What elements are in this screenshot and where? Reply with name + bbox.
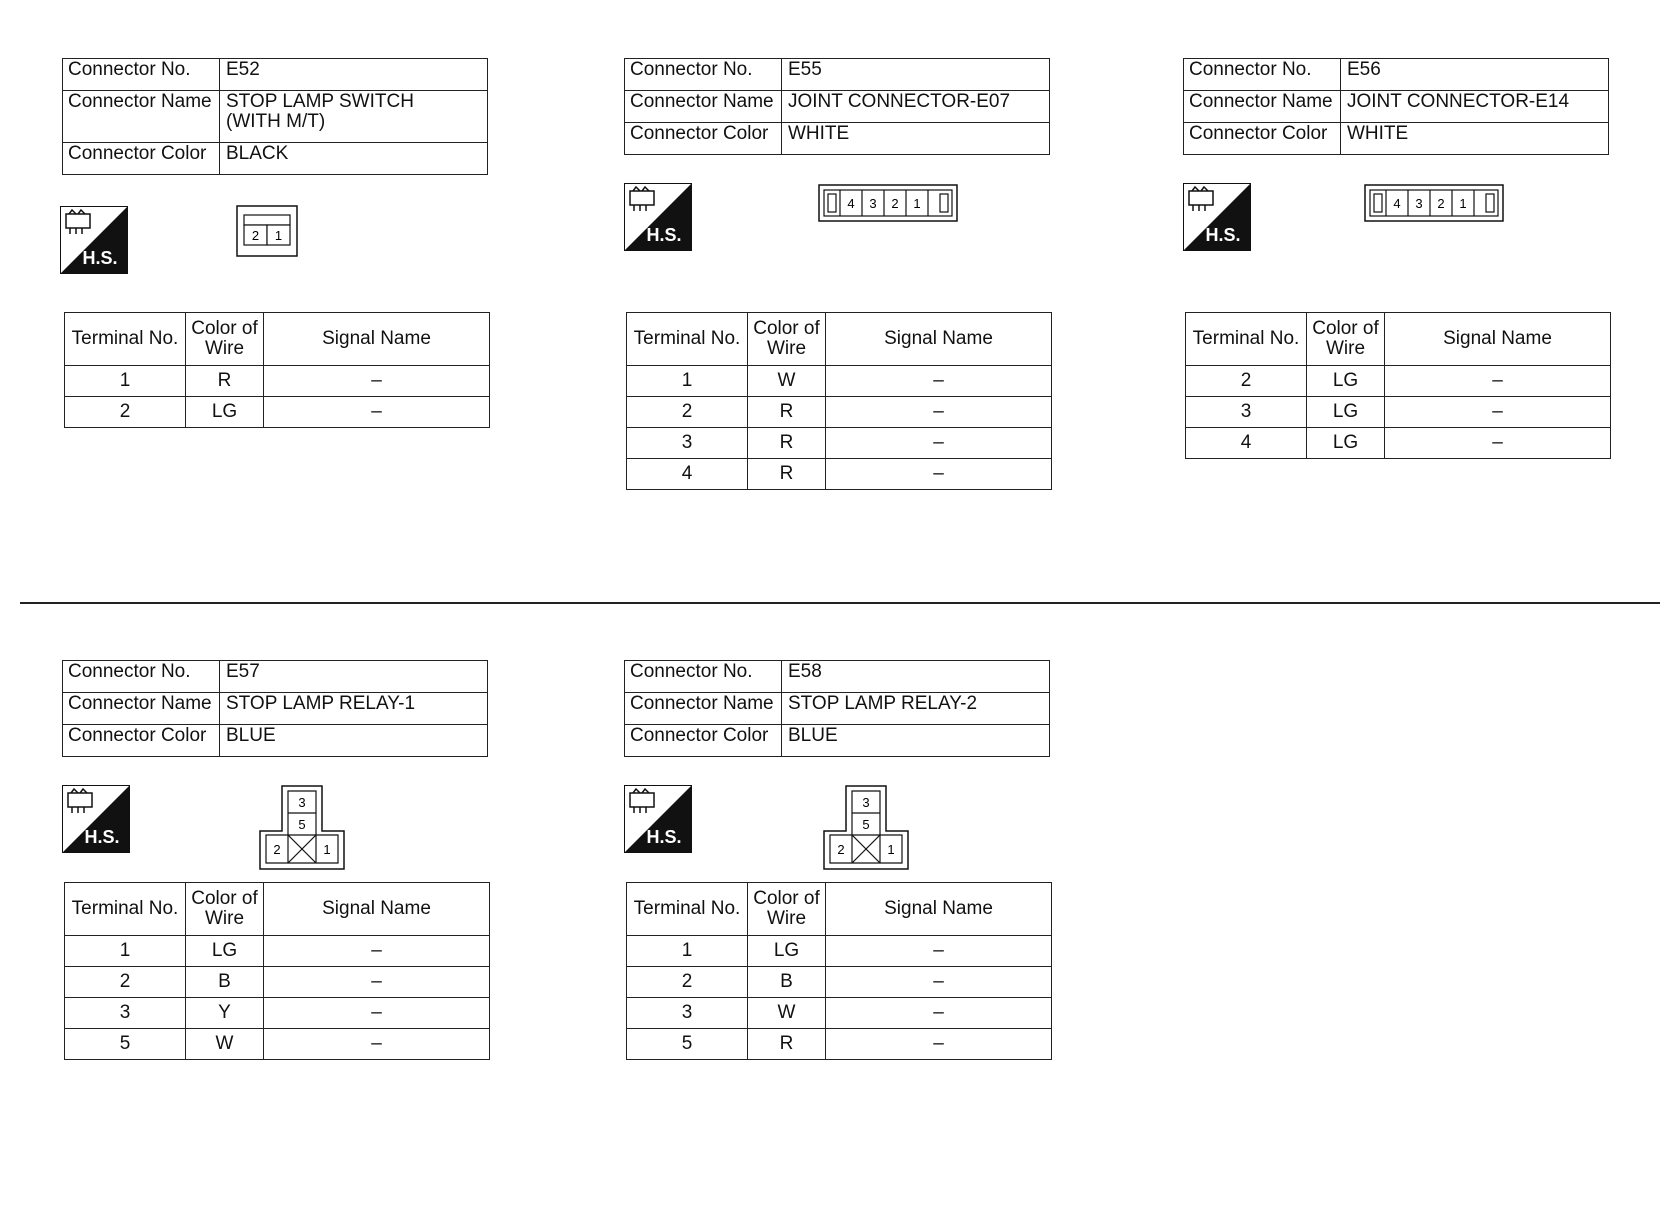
signal-name-cell: – — [264, 366, 490, 397]
header-terminal-no: Terminal No. — [627, 313, 748, 366]
hs-badge-label: H.S. — [82, 248, 118, 268]
terminal-no-cell: 2 — [65, 967, 186, 998]
header-color-of-wire: Color of Wire — [186, 883, 264, 936]
connector-no-value: E58 — [782, 661, 1050, 693]
pin-label: 1 — [274, 228, 283, 243]
table-row — [65, 998, 490, 1029]
terminal-no-cell: 5 — [627, 1029, 748, 1060]
connector-name-value: STOP LAMP RELAY-1 — [220, 693, 488, 725]
section-divider — [20, 602, 1660, 604]
header-signal-name: Signal Name — [826, 883, 1052, 936]
table-row — [65, 1029, 490, 1060]
label-connector-no: Connector No. — [1184, 59, 1341, 91]
hs-badge-label: H.S. — [646, 827, 682, 847]
label-connector-color: Connector Color — [63, 143, 220, 175]
header-signal-name: Signal Name — [264, 313, 490, 366]
terminal-no-cell: 3 — [627, 428, 748, 459]
connector-face-e57 — [258, 785, 346, 871]
pin-label: 2 — [251, 228, 260, 243]
hs-badge-label: H.S. — [646, 225, 682, 245]
label-connector-color: Connector Color — [625, 123, 782, 155]
connector-info-table — [1183, 58, 1609, 155]
terminal-no-cell: 1 — [627, 366, 748, 397]
label-connector-name: Connector Name — [625, 693, 782, 725]
connector-block-e56 — [1183, 58, 1613, 478]
label-connector-color: Connector Color — [63, 725, 220, 757]
signal-name-cell: – — [1385, 428, 1611, 459]
wire-color-cell: LG — [1307, 366, 1385, 397]
table-row — [627, 1029, 1052, 1060]
connector-no-value: E52 — [220, 59, 488, 91]
harness-side-icon — [60, 206, 128, 274]
connector-name-line2: (WITH M/T) — [226, 111, 326, 132]
label-connector-name: Connector Name — [625, 91, 782, 123]
terminal-no-cell: 2 — [1186, 366, 1307, 397]
connector-name-value: JOINT CONNECTOR-E07 — [782, 91, 1050, 123]
connector-block-e57 — [62, 660, 492, 1070]
header-terminal-no: Terminal No. — [627, 883, 748, 936]
pin-label: 5 — [298, 817, 306, 832]
terminal-no-cell: 1 — [65, 366, 186, 397]
pin-label: 4 — [1393, 196, 1401, 211]
harness-side-icon — [624, 183, 692, 251]
signal-name-cell: – — [1385, 366, 1611, 397]
table-row — [627, 967, 1052, 998]
terminal-table — [626, 312, 1052, 490]
signal-name-cell: – — [826, 397, 1052, 428]
hs-badge-label: H.S. — [1205, 225, 1241, 245]
terminal-table — [64, 312, 490, 428]
pin-label: 1 — [913, 196, 921, 211]
terminal-no-cell: 1 — [65, 936, 186, 967]
table-row — [65, 397, 490, 428]
wire-color-cell: LG — [1307, 397, 1385, 428]
terminal-no-cell: 4 — [627, 459, 748, 490]
pin-label: 4 — [847, 196, 855, 211]
wire-color-cell: R — [748, 428, 826, 459]
harness-side-icon — [1183, 183, 1251, 251]
terminal-no-cell: 5 — [65, 1029, 186, 1060]
connector-no-value: E55 — [782, 59, 1050, 91]
terminal-no-cell: 4 — [1186, 428, 1307, 459]
wire-color-cell: Y — [186, 998, 264, 1029]
connector-color-value: BLACK — [220, 143, 488, 175]
connector-no-value: E57 — [220, 661, 488, 693]
pin-label: 3 — [298, 795, 306, 810]
wire-color-cell: W — [748, 998, 826, 1029]
connector-name-value: STOP LAMP RELAY-2 — [782, 693, 1050, 725]
wire-color-cell: LG — [1307, 428, 1385, 459]
pin-label: 2 — [891, 196, 899, 211]
signal-name-cell: – — [826, 459, 1052, 490]
connector-color-value: BLUE — [220, 725, 488, 757]
pin-label: 3 — [869, 196, 877, 211]
pin-label: 1 — [887, 842, 895, 857]
wire-color-cell: LG — [186, 397, 264, 428]
connector-face-e58 — [822, 785, 910, 871]
pin-label: 3 — [1415, 196, 1423, 211]
connector-info-table — [624, 660, 1050, 757]
wire-color-cell: R — [748, 1029, 826, 1060]
terminal-no-cell: 2 — [627, 397, 748, 428]
connector-info-table — [62, 660, 488, 757]
signal-name-cell: – — [826, 428, 1052, 459]
label-connector-no: Connector No. — [625, 661, 782, 693]
table-row — [1186, 366, 1611, 397]
terminal-no-cell: 3 — [627, 998, 748, 1029]
harness-side-icon — [62, 785, 130, 853]
table-row — [65, 936, 490, 967]
table-row — [65, 967, 490, 998]
label-connector-color: Connector Color — [625, 725, 782, 757]
terminal-no-cell: 3 — [65, 998, 186, 1029]
header-terminal-no: Terminal No. — [65, 313, 186, 366]
header-color-of-wire: Color of Wire — [186, 313, 264, 366]
connector-color-value: WHITE — [782, 123, 1050, 155]
label-connector-color: Connector Color — [1184, 123, 1341, 155]
terminal-table — [64, 882, 490, 1060]
hs-badge-label: H.S. — [84, 827, 120, 847]
wire-color-cell: R — [186, 366, 264, 397]
connector-block-e52 — [62, 58, 492, 438]
connector-color-value: WHITE — [1341, 123, 1609, 155]
table-row — [627, 459, 1052, 490]
header-terminal-no: Terminal No. — [1186, 313, 1307, 366]
wire-color-cell: R — [748, 459, 826, 490]
connector-block-e55 — [624, 58, 1054, 508]
connector-name-value: JOINT CONNECTOR-E14 — [1341, 91, 1609, 123]
signal-name-cell: – — [826, 1029, 1052, 1060]
pin-label: 2 — [1437, 196, 1445, 211]
table-row — [627, 366, 1052, 397]
signal-name-cell: – — [264, 936, 490, 967]
table-row — [627, 998, 1052, 1029]
terminal-table — [1185, 312, 1611, 459]
pin-label: 2 — [837, 842, 845, 857]
pin-label: 2 — [273, 842, 281, 857]
label-connector-no: Connector No. — [63, 59, 220, 91]
connector-name-line1: STOP LAMP SWITCH — [226, 91, 414, 112]
header-signal-name: Signal Name — [1385, 313, 1611, 366]
header-terminal-no: Terminal No. — [65, 883, 186, 936]
header-color-of-wire: Color of Wire — [748, 883, 826, 936]
terminal-no-cell: 3 — [1186, 397, 1307, 428]
signal-name-cell: – — [826, 366, 1052, 397]
wire-color-cell: B — [186, 967, 264, 998]
wire-color-cell: R — [748, 397, 826, 428]
harness-side-icon — [624, 785, 692, 853]
header-signal-name: Signal Name — [826, 313, 1052, 366]
signal-name-cell: – — [264, 998, 490, 1029]
terminal-table — [626, 882, 1052, 1060]
signal-name-cell: – — [826, 998, 1052, 1029]
table-row — [627, 428, 1052, 459]
pin-label: 5 — [862, 817, 870, 832]
connector-info-table — [62, 58, 488, 175]
pin-label: 1 — [1459, 196, 1467, 211]
signal-name-cell: – — [826, 967, 1052, 998]
connector-no-value: E56 — [1341, 59, 1609, 91]
connector-color-value: BLUE — [782, 725, 1050, 757]
label-connector-name: Connector Name — [63, 91, 220, 143]
signal-name-cell: – — [1385, 397, 1611, 428]
terminal-no-cell: 2 — [627, 967, 748, 998]
table-row — [627, 397, 1052, 428]
table-row — [65, 366, 490, 397]
label-connector-name: Connector Name — [1184, 91, 1341, 123]
connector-face-e55 — [818, 184, 958, 222]
header-color-of-wire: Color of Wire — [1307, 313, 1385, 366]
terminal-no-cell: 1 — [627, 936, 748, 967]
pin-label: 1 — [323, 842, 331, 857]
wire-color-cell: LG — [748, 936, 826, 967]
signal-name-cell: – — [264, 397, 490, 428]
header-color-of-wire: Color of Wire — [748, 313, 826, 366]
label-connector-name: Connector Name — [63, 693, 220, 725]
wire-color-cell: W — [748, 366, 826, 397]
signal-name-cell: – — [264, 1029, 490, 1060]
pin-label: 3 — [862, 795, 870, 810]
wire-color-cell: LG — [186, 936, 264, 967]
table-row — [1186, 397, 1611, 428]
label-connector-no: Connector No. — [625, 59, 782, 91]
table-row — [1186, 428, 1611, 459]
wire-color-cell: B — [748, 967, 826, 998]
label-connector-no: Connector No. — [63, 661, 220, 693]
connector-face-e52 — [236, 205, 298, 257]
connector-name-value — [220, 91, 488, 143]
connector-info-table — [624, 58, 1050, 155]
terminal-no-cell: 2 — [65, 397, 186, 428]
connector-block-e58 — [624, 660, 1054, 1070]
header-signal-name: Signal Name — [264, 883, 490, 936]
signal-name-cell: – — [264, 967, 490, 998]
table-row — [627, 936, 1052, 967]
wire-color-cell: W — [186, 1029, 264, 1060]
connector-face-e56 — [1364, 184, 1504, 222]
signal-name-cell: – — [826, 936, 1052, 967]
